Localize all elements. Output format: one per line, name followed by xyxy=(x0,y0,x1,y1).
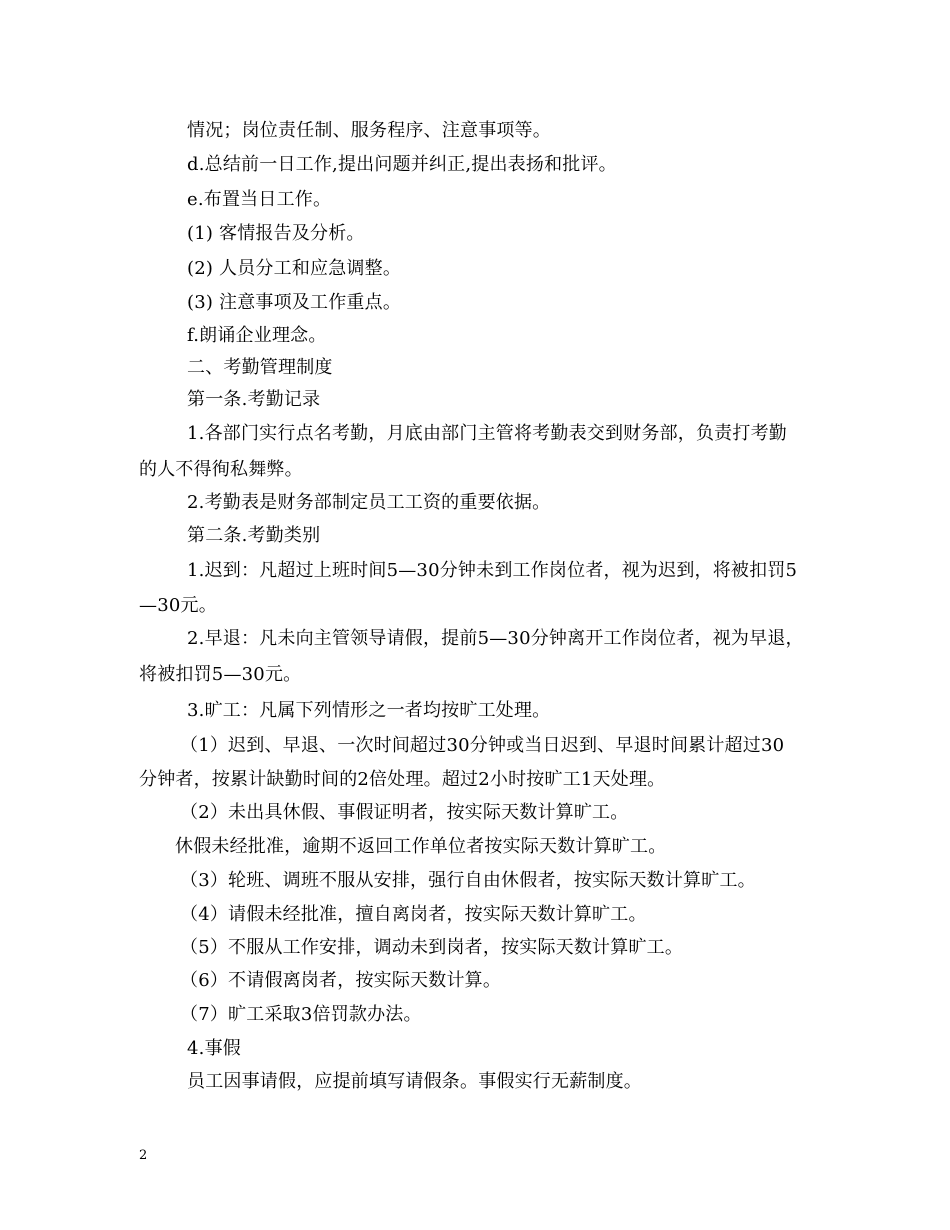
text-line: （6）不请假离岗者，按实际天数计算。 xyxy=(180,970,502,991)
page-number: 2 xyxy=(139,1148,148,1163)
text-line: e.布置当日工作。 xyxy=(187,189,332,210)
text-line: 的人不得徇私舞弊。 xyxy=(139,459,303,480)
text-line: d.总结前一日工作,提出问题并纠正,提出表扬和批评。 xyxy=(187,154,617,175)
text-line: 分钟者，按累计缺勤时间的2倍处理。超过2小时按旷工1天处理。 xyxy=(139,769,666,790)
text-line: 将被扣罚5—30元。 xyxy=(139,664,302,685)
text-line: 1.各部门实行点名考勤，月底由部门主管将考勤表交到财务部，负责打考勤 xyxy=(187,423,787,444)
text-line: （2）未出具休假、事假证明者，按实际天数计算旷工。 xyxy=(180,802,629,823)
text-line: （3）轮班、调班不服从安排，强行自由休假者，按实际天数计算旷工。 xyxy=(180,870,756,891)
text-line: 情况；岗位责任制、服务程序、注意事项等。 xyxy=(187,120,551,141)
text-line: (1) 客情报告及分析。 xyxy=(187,223,365,244)
text-line: —30元。 xyxy=(139,595,217,616)
subsection-heading: 4.事假 xyxy=(187,1038,241,1059)
text-line: （4）请假未经批准，擅自离岗者，按实际天数计算旷工。 xyxy=(180,904,647,925)
text-line: (2) 人员分工和应急调整。 xyxy=(187,258,402,279)
text-line: f.朗诵企业理念。 xyxy=(187,325,327,346)
text-line: （5）不服从工作安排，调动未到岗者，按实际天数计算旷工。 xyxy=(180,937,684,958)
article-heading: 第二条.考勤类别 xyxy=(187,525,321,546)
text-line: 2.考勤表是财务部制定员工工资的重要依据。 xyxy=(187,492,551,513)
text-line: 休假未经批准，逾期不返回工作单位者按实际天数计算旷工。 xyxy=(175,836,667,857)
text-line: （1）迟到、早退、一次时间超过30分钟或当日迟到、早退时间累计超过30 xyxy=(180,735,785,756)
text-line: 1.迟到：凡超过上班时间5—30分钟未到工作岗位者，视为迟到，将被扣罚5 xyxy=(187,560,798,581)
section-heading: 二、考勤管理制度 xyxy=(187,357,333,378)
text-line: 员工因事请假，应提前填写请假条。事假实行无薪制度。 xyxy=(187,1071,642,1092)
text-line: 3.旷工：凡属下列情形之一者均按旷工处理。 xyxy=(187,700,551,721)
article-heading: 第一条.考勤记录 xyxy=(187,389,321,410)
text-line: （7）旷工采取3倍罚款办法。 xyxy=(180,1004,422,1025)
text-line: 2.早退：凡未向主管领导请假，提前5—30分钟离开工作岗位者，视为早退， xyxy=(187,628,804,649)
text-line: (3) 注意事项及工作重点。 xyxy=(187,292,402,313)
